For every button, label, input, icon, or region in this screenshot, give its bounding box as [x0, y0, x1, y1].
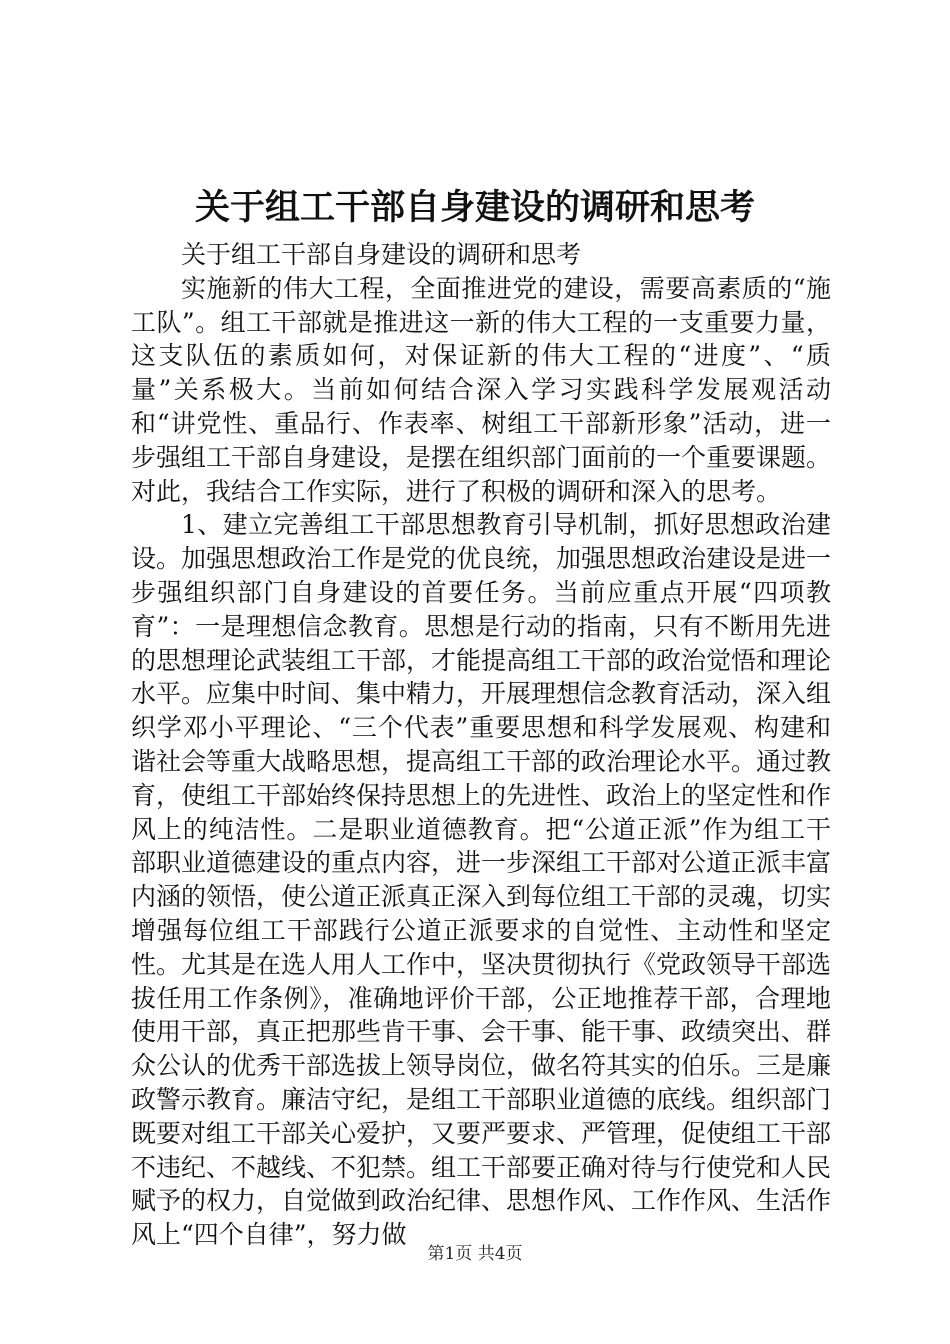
page-number-footer: 第1页 共4页: [427, 1244, 523, 1264]
section-1-paragraph: 1、建立完善组工干部思想教育引导机制，抓好思想政治建设。加强思想政治工作是党的优良统，加强思想政治建设是进一步强组织部门自身建设的首要任务。当前应重点开展“四项教育”：一是理想信念教育。思想是行动的指南，只有不断用先进的思想理论武装组工干部，才能提高组工干部的政治觉悟和理论水平。应集中时间、集中精力，开展理想信念教育活动，深入组织学邓小平理论、“三个代表”重要思想和科学发展观、构建和谐社会等重大战略思想，提高组工干部的政治理论水平。通过教育，使组工干部始终保持思想上的先进性、政治上的坚定性和作风上的纯洁性。二是职业道德教育。把“公道正派”作为组工干部职业道德建设的重点内容，进一步深组工干部对公道正派丰富内涵的领悟，使公道正派真正深入到每位组工干部的灵魂，切实增强每位组工干部践行公道正派要求的自觉性、主动性和坚定性。尤其是在选人用人工作中，坚决贯彻执行《党政领导干部选拔任用工作条例》，准确地评价干部，公正地推荐干部，合理地使用干部，真正把那些肯干事、会干事、能干事、政绩突出、群众公认的优秀干部选拔上领导岗位，做名符其实的伯乐。三是廉政警示教育。廉洁守纪，是组工干部职业道德的底线。组织部门既要对组工干部关心爱护，又要严要求、严管理，促使组工干部不违纪、不越线、不犯禁。组工干部要正确对待与行使党和人民赋予的权力，自觉做到政治纪律、思想作风、工作作风、生活作风上“四个自律”，努力做: [131, 510, 832, 1250]
intro-paragraph: 实施新的伟大工程，全面推进党的建设，需要高素质的“施工队”。组工干部就是推进这一新的伟大工程的一支重要力量，这支队伍的素质如何，对保证新的伟大工程的“进度”、“质量”关系极大。当前如何结合深入学习实践科学发展观活动和“讲党性、重品行、作表率、树组工干部新形象”活动，进一步强组工干部自身建设，是摆在组织部门面前的一个重要课题。对此，我结合工作实际，进行了积极的调研和深入的思考。: [131, 273, 832, 506]
document-title: 关于组工干部自身建设的调研和思考: [194, 187, 755, 228]
subtitle-paragraph: 关于组工干部自身建设的调研和思考: [181, 240, 582, 269]
document-body: [131, 238, 831, 1252]
